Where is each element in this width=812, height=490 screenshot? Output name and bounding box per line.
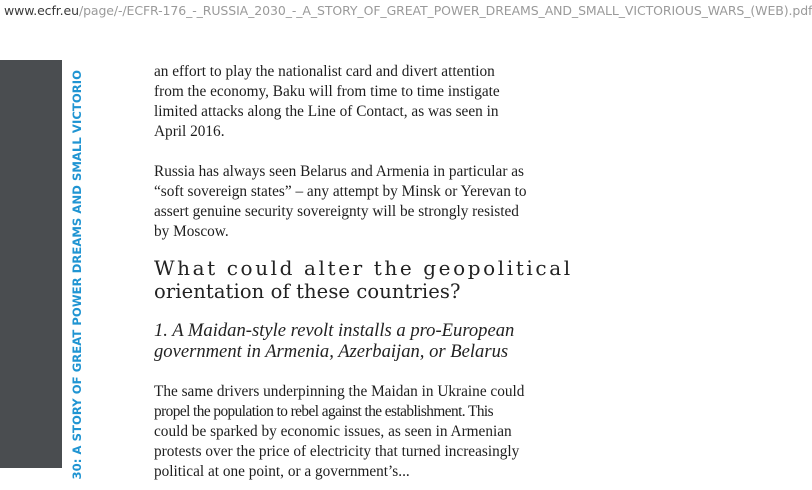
text-line: “soft sovereign states” – any attempt by Minsk or Yerevan to <box>154 183 527 200</box>
pdf-viewer[interactable] <box>0 60 792 480</box>
url-text[interactable] <box>4 3 812 18</box>
pdf-page <box>62 60 802 480</box>
text-line: from the economy, Baku will from time to time instigate <box>154 83 500 100</box>
text-line: limited attacks along the Line of Contact, as was seen in <box>154 103 499 120</box>
url-path: /page/-/ECFR-176_-_RUSSIA_2030_-_A_STORY_OF_GREAT_POWER_DREAMS_AND_SMALL_VICTORIOUS_WARS_(WEB).pdf <box>78 3 812 18</box>
text-line: Russia has always seen Belarus and Armenia in particular as <box>154 163 524 180</box>
spine-title <box>62 60 92 480</box>
url-domain: www.ecfr.eu <box>4 3 79 18</box>
subheading-line: government in Armenia, Azerbaijan, or Belarus <box>154 341 509 362</box>
text-line: propel the population to rebel against the establishment. This <box>154 403 494 420</box>
text-line: could be sparked by economic issues, as seen in Armenian <box>154 423 512 440</box>
text-line: assert genuine security sovereignty will be strongly resisted <box>154 203 519 220</box>
paragraph-soft-sovereign <box>154 162 550 242</box>
subheading <box>154 320 550 362</box>
spine-title-text: 30: A STORY OF GREAT POWER DREAMS AND SMALL VICTORIO <box>70 70 84 480</box>
text-line: political at one point, or a government’s... <box>154 463 410 480</box>
text-line: The same drivers underpinning the Maidan in Ukraine could <box>154 383 525 400</box>
text-line: by Moscow. <box>154 223 229 240</box>
subheading-line: 1. A Maidan-style revolt installs a pro-European <box>154 320 515 341</box>
heading-line: orientation of these countries? <box>154 280 461 303</box>
heading-line: What could alter the geopolitical <box>154 256 573 280</box>
paragraph-baku <box>154 62 550 142</box>
text-line: protests over the price of electricity that turned increasingly <box>154 443 520 460</box>
section-heading <box>154 256 573 303</box>
address-bar[interactable] <box>0 0 812 60</box>
text-line: April 2016. <box>154 123 225 140</box>
text-line: an effort to play the nationalist card and divert attention <box>154 63 495 80</box>
paragraph-maidan <box>154 382 550 482</box>
